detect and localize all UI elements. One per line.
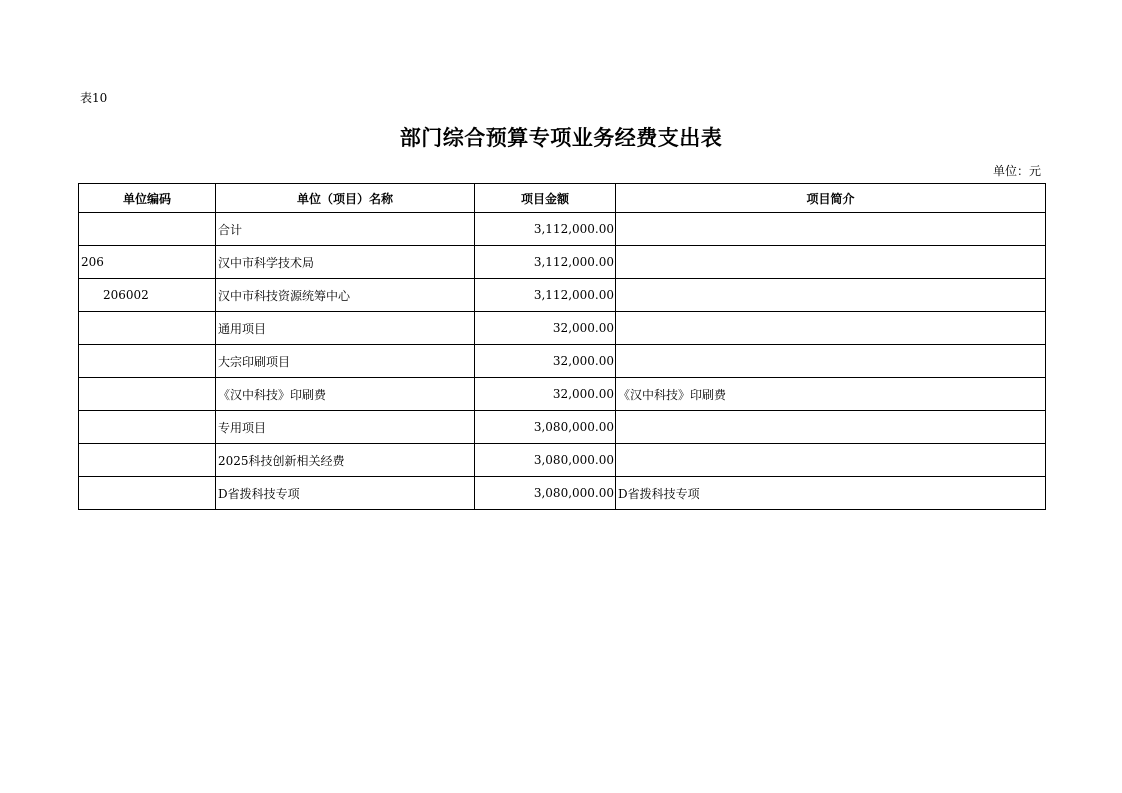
amount-cell: 32,000.00 <box>475 378 616 411</box>
amount-cell: 3,080,000.00 <box>475 411 616 444</box>
table-row <box>79 378 1046 411</box>
table-row <box>79 345 1046 378</box>
unit-code-cell <box>79 477 216 510</box>
header-unit-code: 单位编码 <box>79 184 216 213</box>
amount-cell: 3,080,000.00 <box>475 444 616 477</box>
unit-code-cell <box>79 378 216 411</box>
table-row <box>79 246 1046 279</box>
unit-name-cell: 合计 <box>216 213 475 246</box>
table-row <box>79 279 1046 312</box>
table-row <box>79 444 1046 477</box>
amount-cell: 3,112,000.00 <box>475 246 616 279</box>
unit-name-cell: 专用项目 <box>216 411 475 444</box>
unit-code-cell <box>79 411 216 444</box>
table-row <box>79 312 1046 345</box>
unit-name-cell: D省拨科技专项 <box>216 477 475 510</box>
unit-name-cell: 汉中市科学技术局 <box>216 246 475 279</box>
description-cell <box>616 246 1046 279</box>
unit-name-cell: 大宗印刷项目 <box>216 345 475 378</box>
amount-cell: 3,080,000.00 <box>475 477 616 510</box>
unit-code-cell <box>79 213 216 246</box>
description-cell <box>616 411 1046 444</box>
table-header-row <box>79 184 1046 213</box>
unit-code-cell <box>79 444 216 477</box>
unit-code-cell <box>79 312 216 345</box>
unit-code-cell: 206 <box>79 246 216 279</box>
header-amount: 项目金额 <box>475 184 616 213</box>
table-row <box>79 411 1046 444</box>
unit-label: 单位：元 <box>992 164 1041 178</box>
unit-name-cell: 2025科技创新相关经费 <box>216 444 475 477</box>
budget-table <box>78 183 1046 510</box>
description-cell <box>616 312 1046 345</box>
table-row <box>79 477 1046 510</box>
description-cell: D省拨科技专项 <box>616 477 1046 510</box>
header-unit-name: 单位（项目）名称 <box>216 184 475 213</box>
description-cell <box>616 444 1046 477</box>
unit-name-cell: 《汉中科技》印刷费 <box>216 378 475 411</box>
unit-name-cell: 通用项目 <box>216 312 475 345</box>
description-cell <box>616 279 1046 312</box>
header-description: 项目简介 <box>616 184 1046 213</box>
unit-code-cell: 206002 <box>79 279 216 312</box>
unit-code-cell <box>79 345 216 378</box>
table-row <box>79 213 1046 246</box>
page-title: 部门综合预算专项业务经费支出表 <box>399 125 723 150</box>
unit-name-cell: 汉中市科技资源统筹中心 <box>216 279 475 312</box>
amount-cell: 32,000.00 <box>475 312 616 345</box>
amount-cell: 32,000.00 <box>475 345 616 378</box>
description-cell <box>616 345 1046 378</box>
amount-cell: 3,112,000.00 <box>475 213 616 246</box>
description-cell: 《汉中科技》印刷费 <box>616 378 1046 411</box>
table-number: 表10 <box>80 91 108 105</box>
amount-cell: 3,112,000.00 <box>475 279 616 312</box>
description-cell <box>616 213 1046 246</box>
